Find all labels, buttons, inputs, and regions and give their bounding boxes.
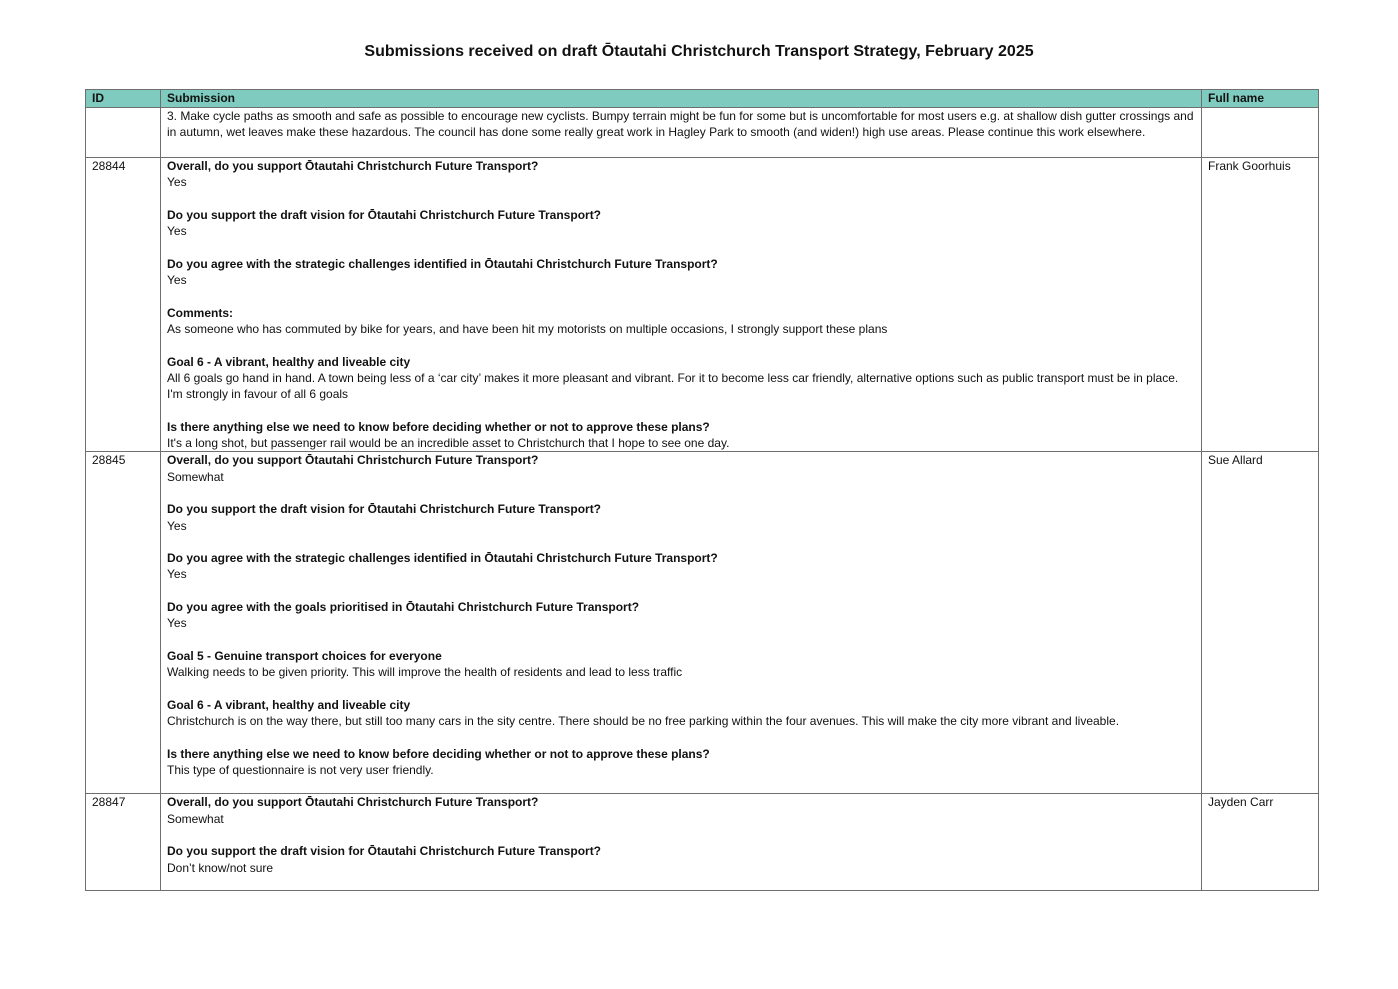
question-label: Comments: [167, 305, 234, 320]
cell-id: 28844 [86, 158, 161, 452]
qa-item [167, 550, 1195, 583]
table-row [86, 452, 1319, 794]
question-label: Goal 6 - A vibrant, healthy and liveable city [167, 697, 411, 712]
cell-id [86, 108, 161, 158]
answer-text: Yes [167, 224, 187, 239]
column-header-id: ID [86, 90, 161, 108]
qa-item [167, 256, 1195, 289]
question-label: Do you support the draft vision for Ōtautahi Christchurch Future Transport? [167, 502, 602, 517]
cell-id: 28845 [86, 452, 161, 794]
qa-item [167, 207, 1195, 240]
question-label: Overall, do you support Ōtautahi Christchurch Future Transport? [167, 453, 539, 468]
qa-item [167, 697, 1195, 730]
answer-text: It's a long shot, but passenger rail would be an incredible asset to Christchurch that I hope to see one day. [167, 436, 730, 451]
question-label: Do you agree with the strategic challenges identified in Ōtautahi Christchurch Future Transport? [167, 551, 718, 566]
cell-submission [161, 452, 1202, 794]
cell-submission [161, 158, 1202, 452]
question-label: Goal 6 - A vibrant, healthy and liveable city [167, 354, 411, 369]
qa-item [167, 419, 1195, 452]
table-row-continuation [86, 108, 1319, 158]
question-label: Do you support the draft vision for Ōtautahi Christchurch Future Transport? [167, 844, 602, 859]
qa-item [167, 599, 1195, 632]
submission-text: 3. Make cycle paths as smooth and safe as possible to encourage new cyclists. Bumpy terrain might be fun for some but is uncomfortable for most users e.g. at shallow dish gutter crossings and in autumn, wet leaves make these hazardous. The council has done some really great work in Hagley Park to smooth (and widen!) high use areas. Please continue this work elsewhere. [167, 109, 1194, 140]
answer-text: Yes [167, 616, 187, 631]
answer-text: All 6 goals go hand in hand. A town being less of a ‘car city’ makes it more pleasant and vibrant. For it to become less car friendly, alternative options such as public transport must be in place. I'm strongly in favour of all 6 goals [167, 370, 1179, 402]
qa-item [167, 501, 1195, 534]
answer-text: Christchurch is on the way there, but still too many cars in the sity centre. There should be no free parking within the four avenues. This will make the city more vibrant and liveable. [167, 714, 1120, 729]
cell-full-name: Sue Allard [1202, 452, 1319, 794]
answer-text: Yes [167, 175, 187, 190]
question-label: Is there anything else we need to know before deciding whether or not to approve these plans? [167, 746, 710, 761]
qa-item [167, 843, 1195, 876]
qa-item [167, 305, 1195, 338]
table-row [86, 794, 1319, 891]
question-label: Overall, do you support Ōtautahi Christchurch Future Transport? [167, 795, 539, 810]
question-label: Do you agree with the goals prioritised in Ōtautahi Christchurch Future Transport? [167, 600, 640, 615]
answer-text: This type of questionnaire is not very user friendly. [167, 762, 434, 777]
qa-item [167, 354, 1195, 403]
answer-text: As someone who has commuted by bike for years, and have been hit my motorists on multiple occasions, I strongly support these plans [167, 321, 888, 336]
answer-text: Yes [167, 567, 187, 582]
submissions-table [85, 89, 1319, 891]
page-title: Submissions received on draft Ōtautahi Christchurch Transport Strategy, February 2025 [364, 43, 1034, 60]
answer-text: Don’t know/not sure [167, 860, 274, 875]
column-header-submission: Submission [161, 90, 1202, 108]
question-label: Do you agree with the strategic challenges identified in Ōtautahi Christchurch Future Transport? [167, 256, 718, 271]
qa-item [167, 648, 1195, 681]
cell-submission [161, 108, 1202, 158]
qa-item [167, 452, 1195, 485]
answer-text: Somewhat [167, 469, 224, 484]
answer-text: Yes [167, 518, 187, 533]
qa-item [167, 794, 1195, 827]
cell-full-name [1202, 108, 1319, 158]
question-label: Goal 5 - Genuine transport choices for everyone [167, 648, 442, 663]
table-header-row [86, 90, 1319, 108]
answer-text: Walking needs to be given priority. This will improve the health of residents and lead to less traffic [167, 665, 683, 680]
qa-item [167, 746, 1195, 779]
answer-text: Somewhat [167, 811, 224, 826]
question-label: Do you support the draft vision for Ōtautahi Christchurch Future Transport? [167, 207, 602, 222]
answer-text: Yes [167, 273, 187, 288]
question-label: Is there anything else we need to know before deciding whether or not to approve these plans? [167, 419, 710, 434]
question-label: Overall, do you support Ōtautahi Christchurch Future Transport? [167, 159, 539, 173]
qa-item [167, 158, 1195, 191]
cell-full-name: Jayden Carr [1202, 794, 1319, 891]
cell-submission [161, 794, 1202, 891]
cell-id: 28847 [86, 794, 161, 891]
table-row [86, 158, 1319, 452]
cell-full-name: Frank Goorhuis [1202, 158, 1319, 452]
column-header-full-name: Full name [1202, 90, 1319, 108]
